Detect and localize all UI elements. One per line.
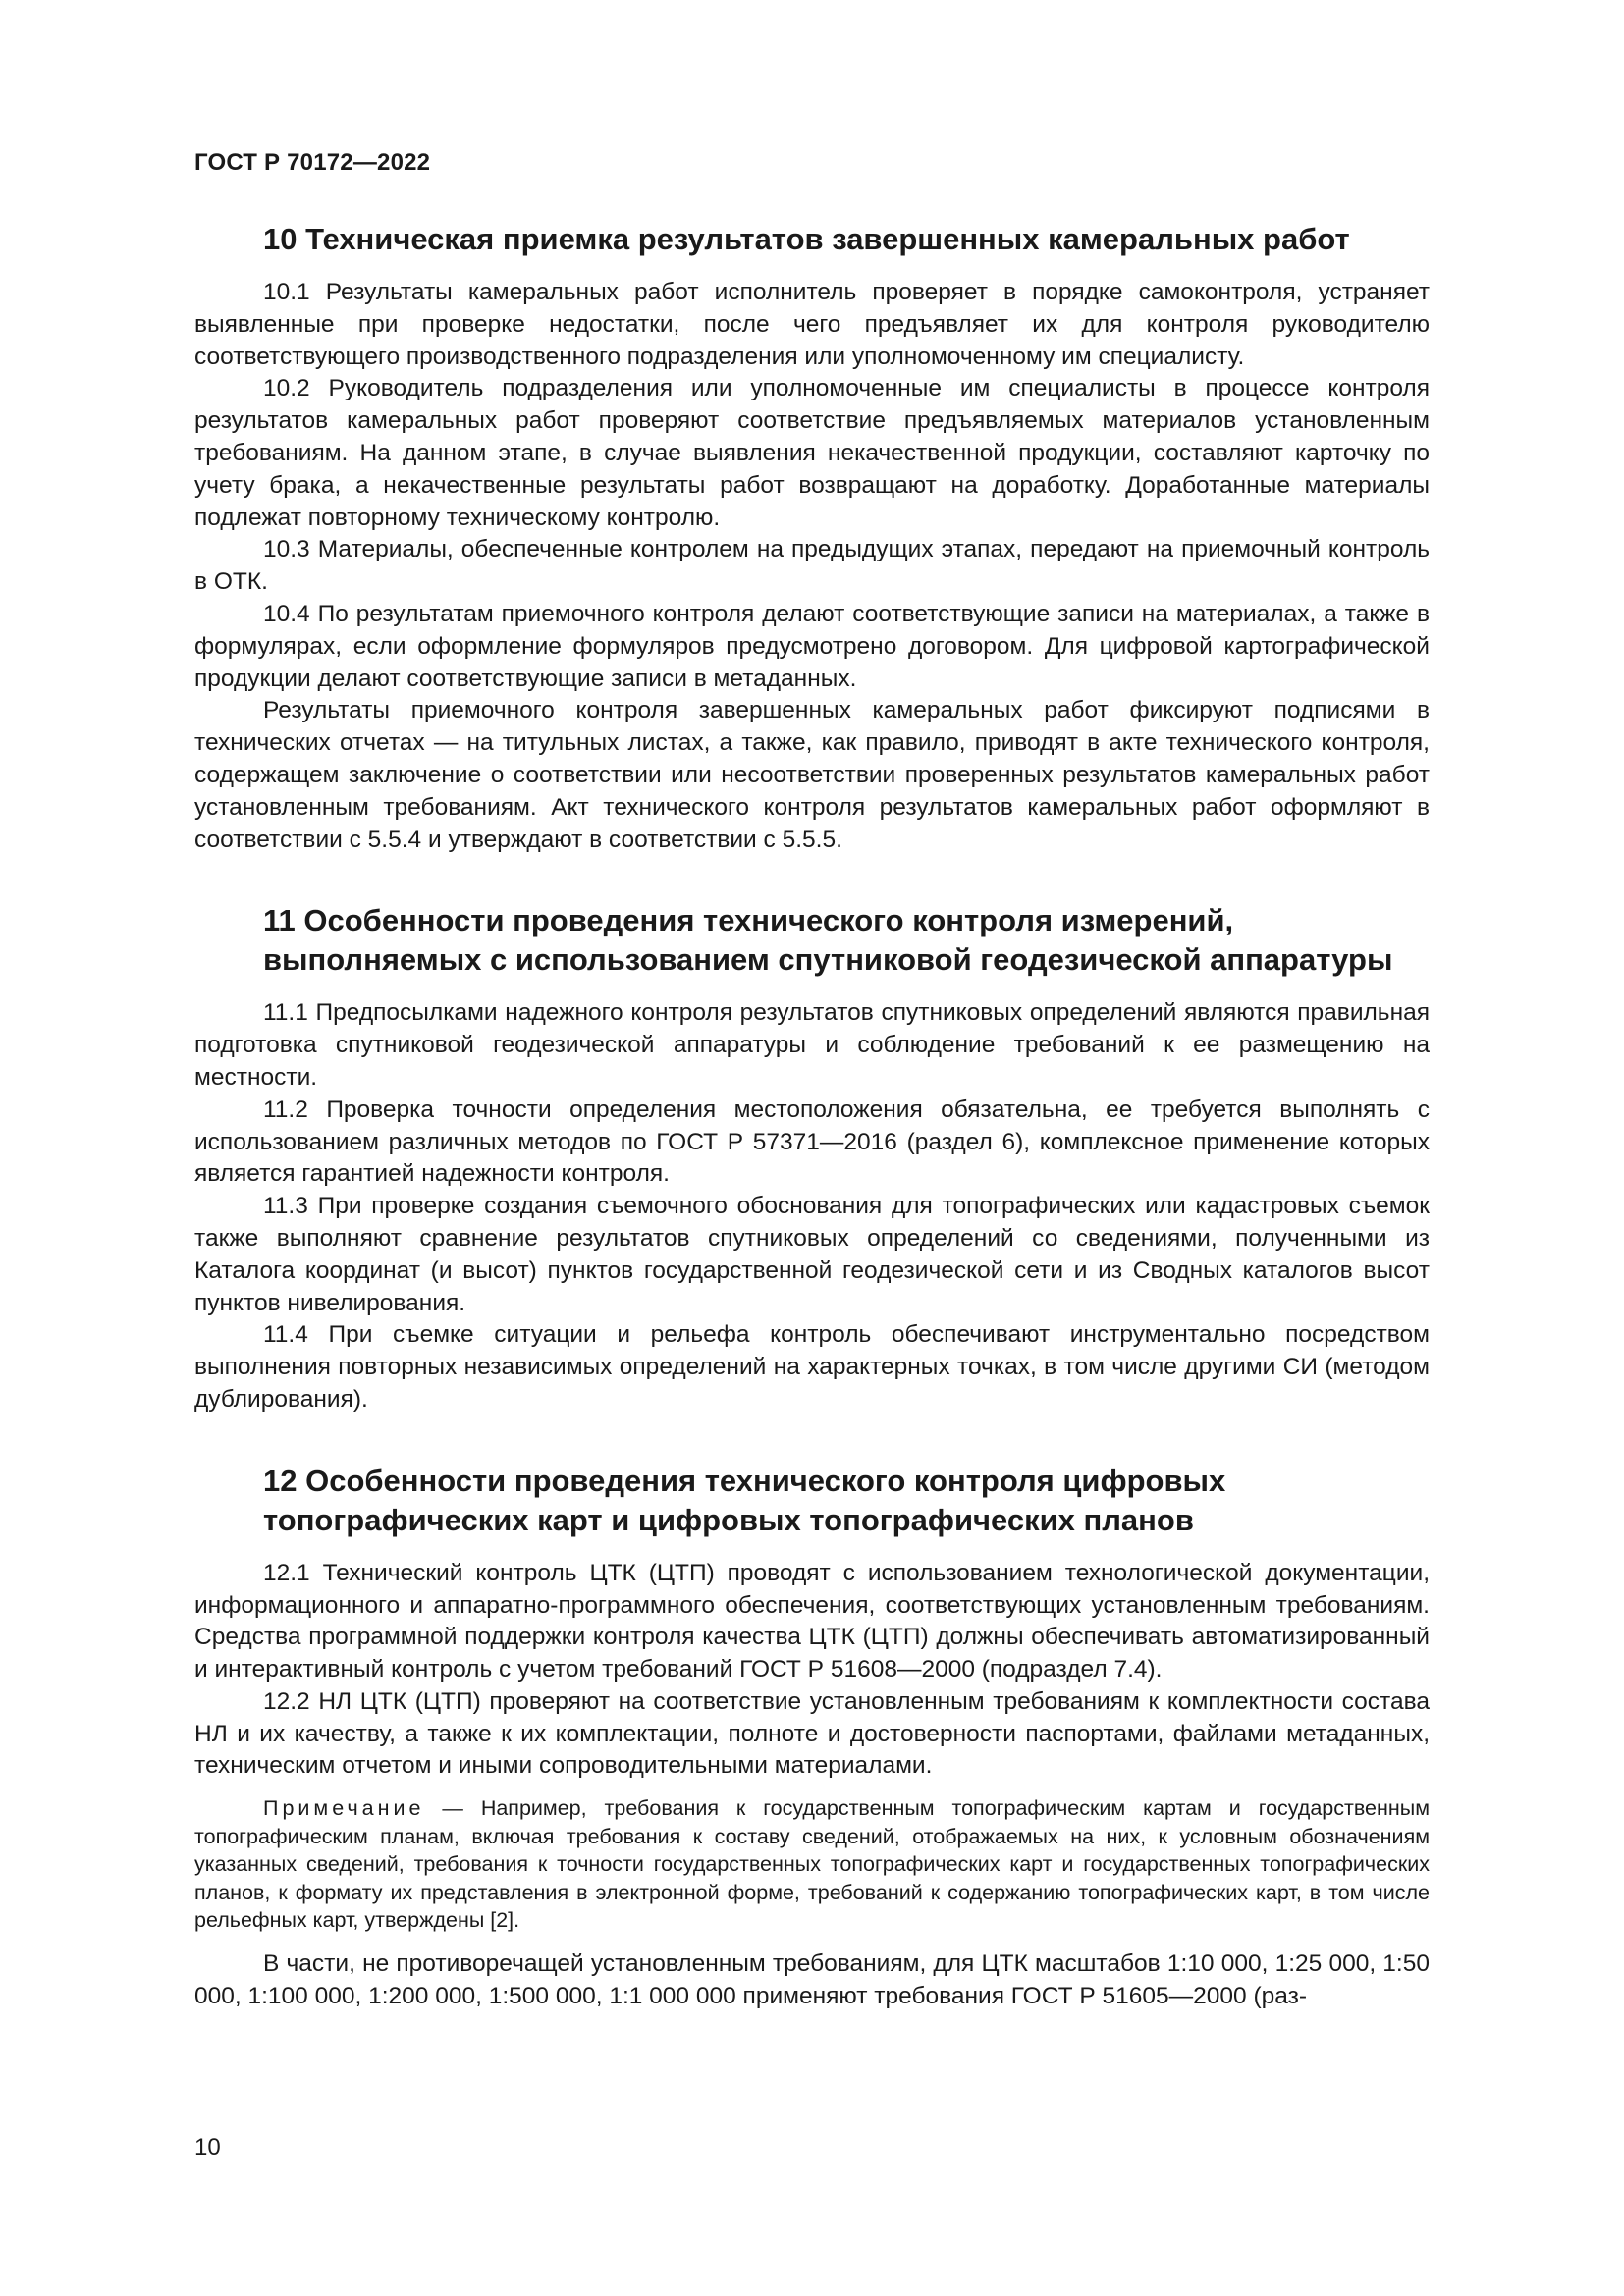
paragraph-12-1: 12.1 Технический контроль ЦТК (ЦТП) проводят с использованием технологической документации, информационного и аппаратно-программного обеспечения, соответствующих установленным требованиям. Средства программной поддержки контроля качества ЦТК (ЦТП) должны обеспечивать автоматизированный и интерактивный контроль с учетом требований ГОСТ Р 51608—2000 (подраздел 7.4). [194,1559,1430,1683]
section-10-title-text: 10 Техническая приемка результатов завершенных камеральных работ [263,222,1350,256]
paragraph-10-4: 10.4 По результатам приемочного контроля делают соответствующие записи на материалах, а также в формулярах, если оформление формуляров предусмотрено договором. Для цифровой картографической продукции делают соответствующие записи в метаданных. [194,600,1430,692]
paragraph-11-1: 11.1 Предпосылками надежного контроля результатов спутниковых определений являются правильная подготовка спутниковой геодезической аппаратуры и соблюдение требований к ее размещению на местности. [194,999,1430,1091]
paragraph-10-3: 10.3 Материалы, обеспеченные контролем на предыдущих этапах, передают на приемочный контроль в ОТК. [194,536,1430,596]
page-number: 10 [194,2134,221,2161]
paragraph-11-2: 11.2 Проверка точности определения местоположения обязательна, ее требуется выполнять с использованием различных методов по ГОСТ Р 57371—2016 (раздел 6), комплексное применение которых является гарантией надежности контроля. [194,1095,1430,1188]
paragraph-12-2-continued: В части, не противоречащей установленным требованиям, для ЦТК масштабов 1:10 000, 1:25 000, 1:50 000, 1:100 000, 1:200 000, 1:500 000, 1:1 000 000 применяют требования ГОСТ Р 51605—2000 (раз- [194,1949,1430,2009]
section-12-title [194,1462,1430,1540]
section-11-title-line-1: 11 Особенности проведения технического контроля измерений, [263,903,1234,938]
document-header: ГОСТ Р 70172—2022 [194,149,431,176]
section-11-title-line-2: выполняемых с использованием спутниковой геодезической аппаратуры [263,942,1393,978]
section-11-body [194,997,1430,1415]
section-12-title-line-2: топографических карт и цифровых топографических планов [263,1502,1194,1537]
section-12-body [194,1558,1430,2013]
section-10-title [194,220,1430,259]
paragraph-12-2: 12.2 НЛ ЦТК (ЦТП) проверяют на соответствие установленным требованиям к комплектности состава НЛ и их качеству, а также к их комплектации, полноте и достоверности паспортами, файлами метаданных, техническим отчетом и иными сопроводительными материалами. [194,1687,1430,1780]
paragraph-10-2: 10.2 Руководитель подразделения или уполномоченные им специалисты в процессе контроля результатов камеральных работ проверяют соответствие предъявляемых материалов установленным требованиям. На данном этапе, в случае выявления некачественной продукции, составляют карточку по учету брака, а некачественные результаты работ возвращают на доработку. Доработанные материалы подлежат повторному техническому контролю. [194,375,1430,531]
section-12 [194,1462,1430,2013]
paragraph-10-4-continued: Результаты приемочного контроля завершенных камеральных работ фиксируют подписями в технических отчетах — на титульных листах, а также, как правило, приводят в акте технического контроля, содержащем заключение о соответствии или несоответствии проверенных результатов камеральных работ установленным требованиям. Акт технического контроля результатов камеральных работ оформляют в соответствии с 5.5.4 и утверждают в соответствии с 5.5.5. [194,697,1430,853]
paragraph-11-3: 11.3 При проверке создания съемочного обоснования для топографических или кадастровых съемок также выполняют сравнение результатов спутниковых определений со сведениями, полученными из Каталога координат (и высот) пунктов государственной геодезической сети и из Сводных каталогов высот пунктов нивелирования. [194,1193,1430,1316]
note-label: Примечание [263,1796,425,1821]
note-text: — Например, требования к государственным топографическим картам и государственным топографическим планам, включая требования к составу сведений, отображаемых на них, к условным обозначениям указанных сведений, требования к точности государственных топографических карт и государственных топографических планов, к формату их представления в электронной форме, требований к содержанию топографических карт, в том числе рельефных карт, утверждены [2]. [194,1796,1430,1933]
section-12-title-line-1: 12 Особенности проведения технического контроля цифровых [263,1463,1226,1498]
note [194,1794,1430,1935]
page-content [194,220,1430,2012]
paragraph-11-4: 11.4 При съемке ситуации и рельефа контроль обеспечивают инструментально посредством выполнения повторных независимых определений на характерных точках, в том числе другими СИ (методом дублирования). [194,1321,1430,1413]
section-10-body [194,277,1430,856]
section-11-title [194,901,1430,980]
section-10 [194,220,1430,856]
paragraph-10-1: 10.1 Результаты камеральных работ исполнитель проверяет в порядке самоконтроля, устраняет выявленные при проверке недостатки, после чего предъявляет их для контроля руководителю соответствующего производственного подразделения или уполномоченному им специалисту. [194,279,1430,370]
section-11 [194,901,1430,1415]
